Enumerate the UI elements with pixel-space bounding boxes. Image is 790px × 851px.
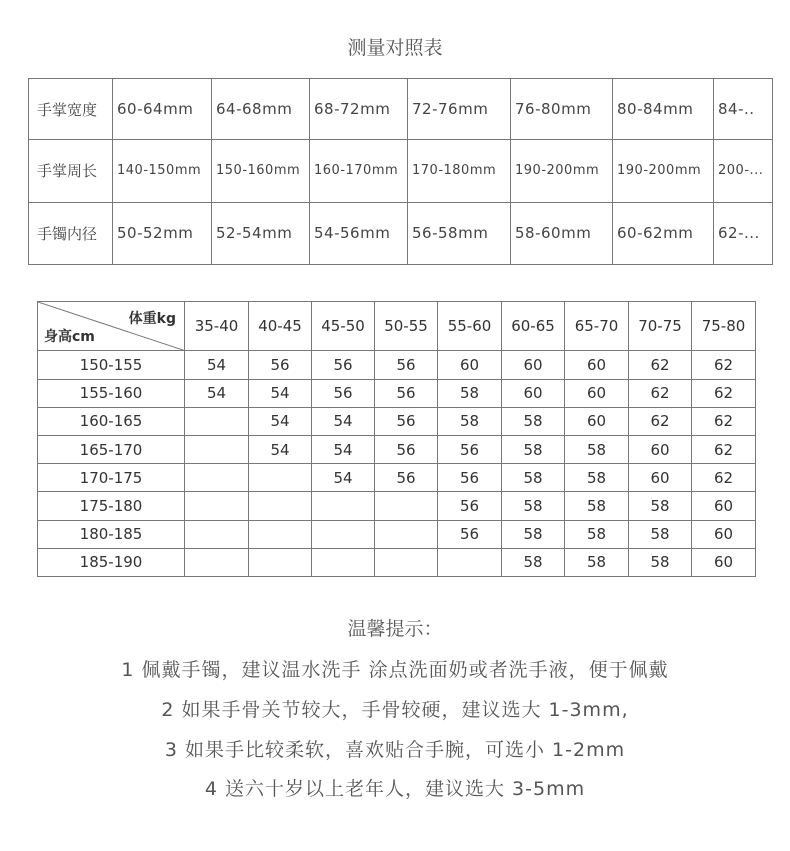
measurement-table (28, 78, 773, 265)
table-cell: 84-.. (714, 79, 773, 140)
table-cell: 56 (438, 435, 502, 463)
table-cell: 58 (565, 548, 629, 576)
table-cell: 62 (629, 379, 692, 407)
table-cell: 60 (692, 548, 756, 576)
table-row (38, 548, 756, 576)
table-cell (312, 548, 375, 576)
table-cell: 56 (375, 379, 438, 407)
table-cell: 54 (312, 407, 375, 435)
table-cell: 54 (249, 379, 312, 407)
column-header: 35-40 (185, 302, 249, 351)
column-header: 70-75 (629, 302, 692, 351)
table-cell: 60 (629, 435, 692, 463)
table-cell: 62 (692, 435, 756, 463)
table-cell: 60-62mm (613, 202, 714, 264)
table-cell: 58 (565, 464, 629, 492)
table-cell: 56 (375, 435, 438, 463)
table-cell: 62 (629, 351, 692, 379)
table-cell: 58 (502, 548, 565, 576)
row-height-label: 170-175 (38, 464, 185, 492)
table-cell: 58 (565, 520, 629, 548)
table-row (38, 351, 756, 379)
table-cell: 62 (692, 464, 756, 492)
table-cell: 60 (502, 351, 565, 379)
table-cell: 64-68mm (212, 79, 310, 140)
table-cell: 170-180mm (408, 140, 511, 202)
table-cell: 60 (565, 351, 629, 379)
table-cell: 60 (692, 520, 756, 548)
size-chart-table (37, 301, 756, 577)
table-cell: 58 (438, 379, 502, 407)
table-cell: 68-72mm (310, 79, 408, 140)
table-cell: 60 (438, 351, 502, 379)
table-cell: 54 (185, 379, 249, 407)
row-height-label: 175-180 (38, 492, 185, 520)
table-cell: 58 (438, 407, 502, 435)
table-cell: 50-52mm (113, 202, 212, 264)
table-cell: 60 (565, 379, 629, 407)
table-cell: 62 (692, 379, 756, 407)
table-cell: 58-60mm (511, 202, 613, 264)
table-cell (249, 492, 312, 520)
table-cell (185, 548, 249, 576)
row-height-label: 185-190 (38, 548, 185, 576)
table-cell: 56 (249, 351, 312, 379)
column-header: 55-60 (438, 302, 502, 351)
row-label: 手镯内径 (29, 202, 113, 264)
row-height-label: 160-165 (38, 407, 185, 435)
table-cell: 150-160mm (212, 140, 310, 202)
table-cell (312, 492, 375, 520)
row-label: 手掌宽度 (29, 79, 113, 140)
tip-item: 1 佩戴手镯，建议温水洗手 涂点洗面奶或者洗手液，便于佩戴 (121, 659, 669, 681)
table-cell: 58 (502, 435, 565, 463)
table-row (29, 202, 773, 264)
corner-header (38, 302, 185, 351)
table-row (38, 492, 756, 520)
table-cell: 60 (502, 379, 565, 407)
tips-title: 温馨提示： (347, 618, 443, 640)
measurement-table-title: 测量对照表 (347, 37, 443, 59)
row-label: 手掌周长 (29, 140, 113, 202)
table-cell (185, 464, 249, 492)
table-cell: 58 (565, 435, 629, 463)
table-cell: 60 (692, 492, 756, 520)
table-cell: 190-200mm (511, 140, 613, 202)
table-cell: 58 (502, 492, 565, 520)
weight-label: 体重kg (128, 311, 176, 327)
table-cell: 62-... (714, 202, 773, 264)
height-label: 身高cm (44, 329, 95, 346)
table-row (38, 520, 756, 548)
table-cell: 62 (692, 351, 756, 379)
table-cell: 54-56mm (310, 202, 408, 264)
row-height-label: 165-170 (38, 435, 185, 463)
table-cell: 54 (312, 435, 375, 463)
column-header: 50-55 (375, 302, 438, 351)
column-header: 60-65 (502, 302, 565, 351)
row-height-label: 150-155 (38, 351, 185, 379)
table-cell: 80-84mm (613, 79, 714, 140)
table-cell: 56-58mm (408, 202, 511, 264)
table-cell (375, 548, 438, 576)
table-row (38, 435, 756, 463)
tip-item: 4 送六十岁以上老年人，建议选大 3-5mm (204, 778, 586, 800)
table-cell: 56 (438, 464, 502, 492)
table-cell (185, 492, 249, 520)
table-cell: 56 (312, 379, 375, 407)
table-cell (375, 492, 438, 520)
table-cell: 54 (249, 435, 312, 463)
table-cell: 60 (565, 407, 629, 435)
table-cell: 56 (438, 492, 502, 520)
table-cell: 58 (565, 492, 629, 520)
table-cell: 58 (502, 520, 565, 548)
table-row (29, 140, 773, 202)
table-cell: 72-76mm (408, 79, 511, 140)
table-cell: 58 (629, 548, 692, 576)
table-cell: 54 (312, 464, 375, 492)
table-cell: 52-54mm (212, 202, 310, 264)
table-cell (312, 520, 375, 548)
table-cell: 76-80mm (511, 79, 613, 140)
table-cell: 140-150mm (113, 140, 212, 202)
column-header: 75-80 (692, 302, 756, 351)
tip-item: 3 如果手比较柔软，喜欢贴合手腕，可选小 1-2mm (164, 739, 626, 761)
table-cell (438, 548, 502, 576)
table-cell: 56 (375, 407, 438, 435)
table-cell: 58 (629, 492, 692, 520)
table-cell: 54 (249, 407, 312, 435)
table-cell: 60-64mm (113, 79, 212, 140)
table-row (29, 79, 773, 140)
table-cell: 62 (629, 407, 692, 435)
column-header: 65-70 (565, 302, 629, 351)
table-cell: 56 (312, 351, 375, 379)
row-height-label: 155-160 (38, 379, 185, 407)
table-cell: 200-... (714, 140, 773, 202)
table-cell (185, 407, 249, 435)
table-cell: 60 (629, 464, 692, 492)
table-row (38, 379, 756, 407)
table-header-row (38, 302, 756, 351)
table-cell (249, 520, 312, 548)
table-cell: 56 (438, 520, 502, 548)
row-height-label: 180-185 (38, 520, 185, 548)
table-cell (249, 548, 312, 576)
table-cell: 190-200mm (613, 140, 714, 202)
table-cell (249, 464, 312, 492)
tip-item: 2 如果手骨关节较大，手骨较硬，建议选大 1-3mm, (161, 699, 629, 721)
table-cell: 58 (629, 520, 692, 548)
table-cell: 54 (185, 351, 249, 379)
table-cell: 62 (692, 407, 756, 435)
table-cell: 56 (375, 351, 438, 379)
table-cell: 58 (502, 407, 565, 435)
table-cell (185, 435, 249, 463)
table-cell (375, 520, 438, 548)
table-row (38, 407, 756, 435)
table-cell: 160-170mm (310, 140, 408, 202)
table-cell (185, 520, 249, 548)
table-cell: 58 (502, 464, 565, 492)
table-cell: 56 (375, 464, 438, 492)
column-header: 45-50 (312, 302, 375, 351)
table-row (38, 464, 756, 492)
column-header: 40-45 (249, 302, 312, 351)
